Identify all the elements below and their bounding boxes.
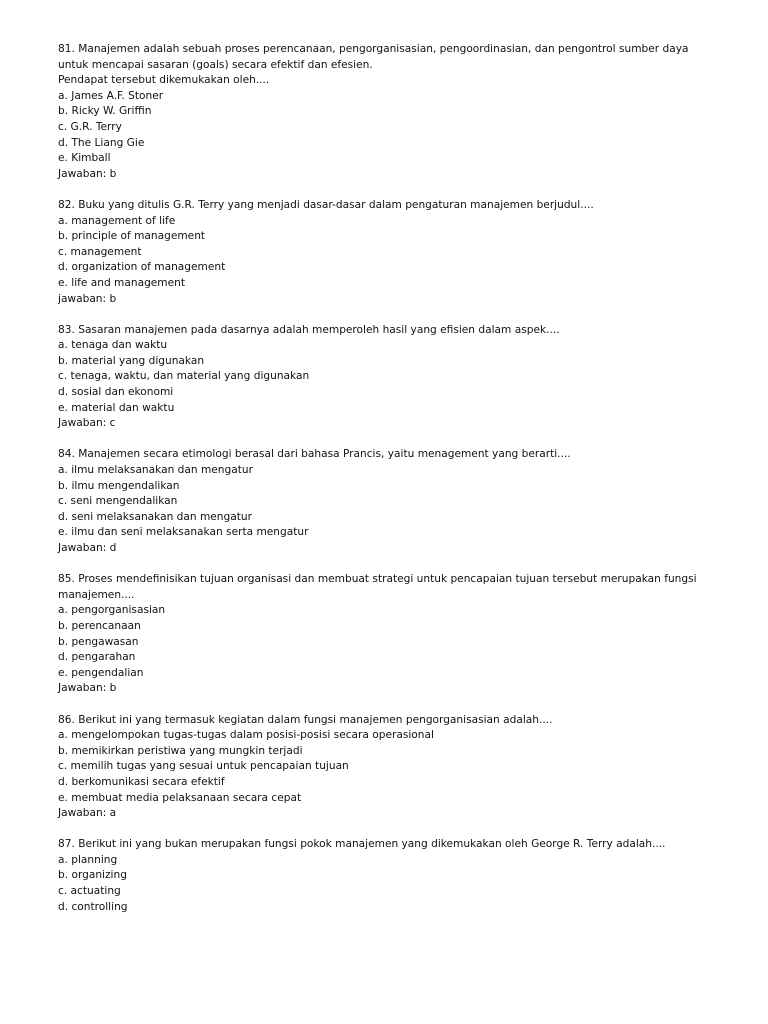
option-e: e. membuat media pelaksanaan secara cepat (58, 791, 302, 804)
answer: Jawaban: b (58, 682, 117, 695)
option-d: d. The Liang Gie (58, 136, 145, 149)
answer: Jawaban: a (58, 807, 117, 820)
option-d: d. controlling (58, 900, 128, 913)
option-b: b. Ricky W. Griffin (58, 105, 152, 118)
option-b: b. organizing (58, 869, 127, 882)
option-b: b. principle of management (58, 230, 206, 243)
question-text: 85. Proses mendefinisikan tujuan organisasi dan membuat strategi untuk pencapaian tujuan tersebut merupakan fungsi manajemen.... (58, 573, 697, 601)
question-83 (58, 323, 708, 432)
option-a: a. management of life (58, 214, 176, 227)
answer: Jawaban: b (58, 167, 117, 180)
question-86 (58, 713, 708, 822)
option-c: c. actuating (58, 885, 121, 898)
option-e: e. life and management (58, 276, 186, 289)
question-85 (58, 572, 708, 697)
option-a: a. James A.F. Stoner (58, 89, 164, 102)
option-d: d. pengarahan (58, 651, 136, 664)
question-84 (58, 447, 708, 556)
answer: Jawaban: c (58, 417, 116, 430)
option-d: d. berkomunikasi secara efektif (58, 775, 225, 788)
option-d: d. organization of management (58, 261, 226, 274)
option-a: a. ilmu melaksanakan dan mengatur (58, 464, 253, 477)
question-82 (58, 198, 708, 307)
option-b: b. perencanaan (58, 619, 141, 632)
option-a: a. pengorganisasian (58, 604, 166, 617)
option-b: b. memikirkan peristiwa yang mungkin terjadi (58, 744, 303, 757)
option-d: d. seni melaksanakan dan mengatur (58, 510, 252, 523)
option-b-second: b. pengawasan (58, 635, 139, 648)
option-a: a. tenaga dan waktu (58, 339, 168, 352)
option-c: c. management (58, 245, 142, 258)
option-e: e. Kimball (58, 152, 111, 165)
option-b: b. ilmu mengendalikan (58, 479, 180, 492)
option-a: a. mengelompokan tugas-tugas dalam posisi-posisi secara operasional (58, 729, 434, 742)
option-e: e. pengendalian (58, 666, 144, 679)
question-subtext: Pendapat tersebut dikemukakan oleh.... (58, 74, 270, 87)
option-c: c. seni mengendalikan (58, 495, 178, 508)
question-81 (58, 42, 708, 182)
question-87 (58, 837, 708, 915)
question-text: 82. Buku yang ditulis G.R. Terry yang menjadi dasar-dasar dalam pengaturan manajemen berjudul.... (58, 198, 594, 211)
option-d: d. sosial dan ekonomi (58, 386, 174, 399)
option-b: b. material yang digunakan (58, 354, 205, 367)
option-a: a. planning (58, 853, 118, 866)
question-text: 84. Manajemen secara etimologi berasal dari bahasa Prancis, yaitu menagement yang berarti.... (58, 448, 571, 461)
option-c: c. tenaga, waktu, dan material yang digunakan (58, 370, 310, 383)
answer: jawaban: b (58, 292, 117, 305)
option-c: c. G.R. Terry (58, 120, 122, 133)
quiz-content (58, 42, 708, 931)
question-text: 81. Manajemen adalah sebuah proses perencanaan, pengorganisasian, pengoordinasian, dan pengontrol sumber daya untuk mencapai sasaran (goals) secara efektif dan efesien. (58, 43, 689, 71)
option-e: e. material dan waktu (58, 401, 175, 414)
option-e: e. ilmu dan seni melaksanakan serta mengatur (58, 526, 309, 539)
question-text: 83. Sasaran manajemen pada dasarnya adalah memperoleh hasil yang efisien dalam aspek.... (58, 323, 560, 336)
question-text: 86. Berikut ini yang termasuk kegiatan dalam fungsi manajemen pengorganisasian adalah.... (58, 713, 553, 726)
answer: Jawaban: d (58, 542, 117, 554)
option-c: c. memilih tugas yang sesuai untuk pencapaian tujuan (58, 760, 349, 773)
question-text: 87. Berikut ini yang bukan merupakan fungsi pokok manajemen yang dikemukakan oleh George R. Terry adalah.... (58, 838, 666, 851)
